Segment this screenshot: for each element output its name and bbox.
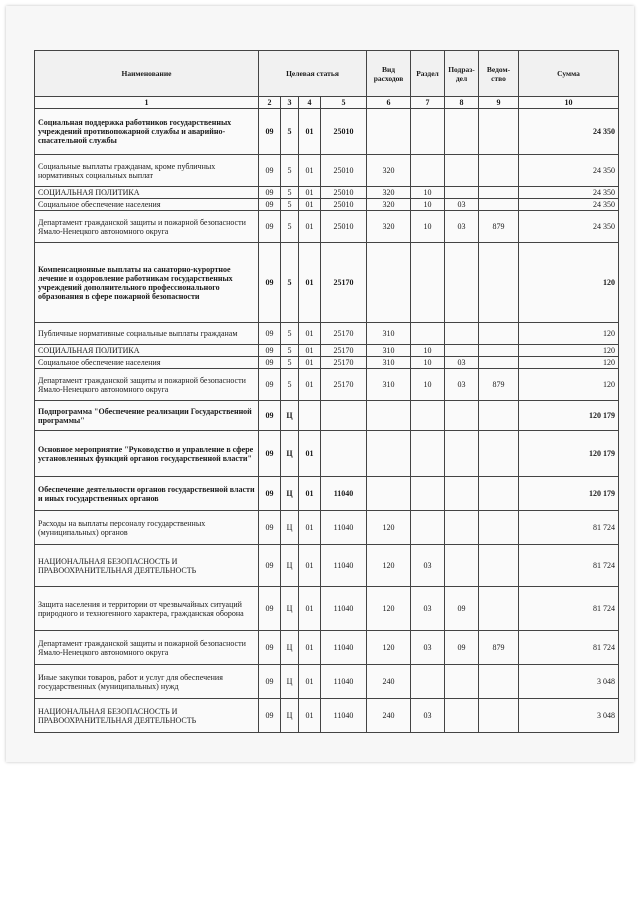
row-name: СОЦИАЛЬНАЯ ПОЛИТИКА bbox=[35, 187, 259, 199]
row-code-c5: 11040 bbox=[321, 587, 367, 631]
row-code-c2: 09 bbox=[259, 631, 281, 665]
row-code-c7 bbox=[411, 511, 445, 545]
row-code-c7 bbox=[411, 109, 445, 155]
row-code-c2: 09 bbox=[259, 431, 281, 477]
row-code-c6 bbox=[367, 431, 411, 477]
row-code-c7: 10 bbox=[411, 369, 445, 401]
row-code-c4: 01 bbox=[299, 431, 321, 477]
row-code-c6: 120 bbox=[367, 545, 411, 587]
row-name: Обеспечение деятельности органов государственной власти и иных государственных органов bbox=[35, 477, 259, 511]
row-code-c3: 5 bbox=[281, 187, 299, 199]
row-code-c3: 5 bbox=[281, 155, 299, 187]
row-code-c7 bbox=[411, 431, 445, 477]
row-code-c9: 879 bbox=[479, 369, 519, 401]
row-code-c4: 01 bbox=[299, 665, 321, 699]
col-number: 4 bbox=[299, 97, 321, 109]
row-name: Компенсационные выплаты на санаторно-курортное лечение и оздоровление работникам государственных учреждений дополнительного профессионального образования в сфере пожарной безопасности bbox=[35, 243, 259, 323]
row-code-c3: 5 bbox=[281, 199, 299, 211]
table-row bbox=[35, 477, 619, 511]
header-name: Наименование bbox=[35, 51, 259, 97]
table-row bbox=[35, 243, 619, 323]
row-name: НАЦИОНАЛЬНАЯ БЕЗОПАСНОСТЬ И ПРАВООХРАНИТЕЛЬНАЯ ДЕЯТЕЛЬНОСТЬ bbox=[35, 545, 259, 587]
row-code-c2: 09 bbox=[259, 109, 281, 155]
table-row bbox=[35, 155, 619, 187]
row-code-c2: 09 bbox=[259, 187, 281, 199]
row-code-c8: 03 bbox=[445, 211, 479, 243]
table-row bbox=[35, 199, 619, 211]
row-code-c4: 01 bbox=[299, 357, 321, 369]
row-code-c7: 03 bbox=[411, 631, 445, 665]
row-code-c4: 01 bbox=[299, 369, 321, 401]
row-name: Департамент гражданской защиты и пожарной безопасности Ямало-Ненецкого автономного округа bbox=[35, 631, 259, 665]
row-code-c5: 11040 bbox=[321, 631, 367, 665]
row-code-c6: 310 bbox=[367, 357, 411, 369]
row-code-c8 bbox=[445, 109, 479, 155]
row-sum: 3 048 bbox=[519, 665, 619, 699]
column-number-row bbox=[35, 97, 619, 109]
table-row bbox=[35, 665, 619, 699]
row-code-c8 bbox=[445, 187, 479, 199]
row-code-c4: 01 bbox=[299, 545, 321, 587]
row-code-c8 bbox=[445, 243, 479, 323]
table-row bbox=[35, 369, 619, 401]
row-code-c2: 09 bbox=[259, 545, 281, 587]
table-row bbox=[35, 511, 619, 545]
row-code-c7 bbox=[411, 401, 445, 431]
row-code-c3: 5 bbox=[281, 109, 299, 155]
row-code-c5: 25170 bbox=[321, 345, 367, 357]
row-code-c6 bbox=[367, 109, 411, 155]
row-code-c6: 310 bbox=[367, 345, 411, 357]
row-sum: 81 724 bbox=[519, 511, 619, 545]
row-code-c4: 01 bbox=[299, 345, 321, 357]
row-sum: 24 350 bbox=[519, 187, 619, 199]
row-sum: 24 350 bbox=[519, 155, 619, 187]
table-header bbox=[35, 51, 619, 109]
table-row bbox=[35, 631, 619, 665]
row-code-c5: 11040 bbox=[321, 699, 367, 733]
budget-table bbox=[34, 50, 619, 733]
row-code-c7 bbox=[411, 665, 445, 699]
row-code-c2: 09 bbox=[259, 243, 281, 323]
row-code-c4: 01 bbox=[299, 511, 321, 545]
row-code-c8 bbox=[445, 699, 479, 733]
row-sum: 120 179 bbox=[519, 401, 619, 431]
row-code-c9 bbox=[479, 357, 519, 369]
row-code-c8: 03 bbox=[445, 199, 479, 211]
col-number: 5 bbox=[321, 97, 367, 109]
row-code-c7: 03 bbox=[411, 545, 445, 587]
row-sum: 81 724 bbox=[519, 587, 619, 631]
row-code-c7 bbox=[411, 477, 445, 511]
row-sum: 120 bbox=[519, 345, 619, 357]
row-code-c7: 10 bbox=[411, 345, 445, 357]
row-code-c3: 5 bbox=[281, 211, 299, 243]
row-code-c9 bbox=[479, 345, 519, 357]
row-code-c2: 09 bbox=[259, 401, 281, 431]
row-code-c7 bbox=[411, 155, 445, 187]
row-name: Социальная поддержка работников государственных учреждений противопожарной службы и аварийно-спасательной службы bbox=[35, 109, 259, 155]
row-code-c5: 11040 bbox=[321, 511, 367, 545]
row-code-c9 bbox=[479, 401, 519, 431]
row-name: Социальное обеспечение населения bbox=[35, 199, 259, 211]
row-name: Иные закупки товаров, работ и услуг для обеспечения государственных (муниципальных) нужд bbox=[35, 665, 259, 699]
row-name: НАЦИОНАЛЬНАЯ БЕЗОПАСНОСТЬ И ПРАВООХРАНИТЕЛЬНАЯ ДЕЯТЕЛЬНОСТЬ bbox=[35, 699, 259, 733]
row-code-c9: 879 bbox=[479, 211, 519, 243]
row-sum: 24 350 bbox=[519, 109, 619, 155]
row-code-c8 bbox=[445, 155, 479, 187]
row-sum: 3 048 bbox=[519, 699, 619, 733]
col-number: 10 bbox=[519, 97, 619, 109]
row-code-c6: 320 bbox=[367, 155, 411, 187]
row-code-c9 bbox=[479, 665, 519, 699]
row-code-c8: 09 bbox=[445, 631, 479, 665]
row-code-c5: 11040 bbox=[321, 477, 367, 511]
row-code-c9 bbox=[479, 511, 519, 545]
row-code-c3: 5 bbox=[281, 323, 299, 345]
row-code-c4 bbox=[299, 401, 321, 431]
row-code-c3: Ц bbox=[281, 477, 299, 511]
table-row bbox=[35, 211, 619, 243]
row-code-c9 bbox=[479, 243, 519, 323]
row-code-c8: 09 bbox=[445, 587, 479, 631]
row-code-c6: 310 bbox=[367, 369, 411, 401]
row-code-c8 bbox=[445, 665, 479, 699]
row-code-c5: 25010 bbox=[321, 109, 367, 155]
row-code-c2: 09 bbox=[259, 665, 281, 699]
row-code-c4: 01 bbox=[299, 199, 321, 211]
row-code-c3: Ц bbox=[281, 511, 299, 545]
row-code-c4: 01 bbox=[299, 587, 321, 631]
row-sum: 24 350 bbox=[519, 211, 619, 243]
row-code-c3: 5 bbox=[281, 243, 299, 323]
row-code-c6: 310 bbox=[367, 323, 411, 345]
row-code-c5: 25170 bbox=[321, 243, 367, 323]
row-code-c9 bbox=[479, 587, 519, 631]
table-row bbox=[35, 187, 619, 199]
row-code-c6 bbox=[367, 401, 411, 431]
col-number: 6 bbox=[367, 97, 411, 109]
row-sum: 24 350 bbox=[519, 199, 619, 211]
row-name: Защита населения и территории от чрезвычайных ситуаций природного и техногенного характера, гражданская оборона bbox=[35, 587, 259, 631]
row-code-c5: 25010 bbox=[321, 211, 367, 243]
row-code-c8 bbox=[445, 431, 479, 477]
col-number: 7 bbox=[411, 97, 445, 109]
row-code-c6: 120 bbox=[367, 511, 411, 545]
row-code-c3: Ц bbox=[281, 631, 299, 665]
row-name: Основное мероприятие "Руководство и управление в сфере установленных функций органов государственной власти" bbox=[35, 431, 259, 477]
row-code-c7: 10 bbox=[411, 187, 445, 199]
row-sum: 120 bbox=[519, 243, 619, 323]
row-code-c3: Ц bbox=[281, 587, 299, 631]
row-sum: 120 bbox=[519, 357, 619, 369]
table-row bbox=[35, 545, 619, 587]
row-sum: 120 179 bbox=[519, 477, 619, 511]
row-code-c6: 320 bbox=[367, 211, 411, 243]
row-code-c4: 01 bbox=[299, 323, 321, 345]
table-row bbox=[35, 323, 619, 345]
table-row bbox=[35, 401, 619, 431]
row-code-c7: 10 bbox=[411, 357, 445, 369]
table-row bbox=[35, 699, 619, 733]
document-page bbox=[6, 6, 634, 762]
row-code-c4: 01 bbox=[299, 211, 321, 243]
row-code-c3: Ц bbox=[281, 665, 299, 699]
row-code-c5: 25010 bbox=[321, 155, 367, 187]
row-code-c9 bbox=[479, 323, 519, 345]
row-code-c7: 03 bbox=[411, 587, 445, 631]
row-code-c9 bbox=[479, 109, 519, 155]
row-code-c2: 09 bbox=[259, 699, 281, 733]
row-sum: 81 724 bbox=[519, 631, 619, 665]
row-code-c2: 09 bbox=[259, 211, 281, 243]
col-number: 2 bbox=[259, 97, 281, 109]
row-code-c6: 240 bbox=[367, 699, 411, 733]
row-code-c4: 01 bbox=[299, 477, 321, 511]
row-code-c8 bbox=[445, 545, 479, 587]
row-sum: 120 bbox=[519, 369, 619, 401]
row-code-c5: 25170 bbox=[321, 369, 367, 401]
row-code-c8 bbox=[445, 323, 479, 345]
row-code-c9 bbox=[479, 187, 519, 199]
row-code-c4: 01 bbox=[299, 155, 321, 187]
row-code-c6 bbox=[367, 477, 411, 511]
row-code-c9 bbox=[479, 431, 519, 477]
row-code-c4: 01 bbox=[299, 699, 321, 733]
row-code-c3: Ц bbox=[281, 431, 299, 477]
row-code-c3: 5 bbox=[281, 369, 299, 401]
row-code-c2: 09 bbox=[259, 369, 281, 401]
row-code-c6 bbox=[367, 243, 411, 323]
col-number: 8 bbox=[445, 97, 479, 109]
row-code-c9: 879 bbox=[479, 631, 519, 665]
row-code-c8: 03 bbox=[445, 357, 479, 369]
row-code-c9 bbox=[479, 477, 519, 511]
row-code-c2: 09 bbox=[259, 477, 281, 511]
col-number: 3 bbox=[281, 97, 299, 109]
row-code-c7 bbox=[411, 243, 445, 323]
row-code-c5: 25010 bbox=[321, 187, 367, 199]
row-code-c8 bbox=[445, 345, 479, 357]
header-summa: Сумма bbox=[519, 51, 619, 97]
row-code-c6: 240 bbox=[367, 665, 411, 699]
row-code-c2: 09 bbox=[259, 587, 281, 631]
row-code-c5 bbox=[321, 431, 367, 477]
row-name: Департамент гражданской защиты и пожарной безопасности Ямало-Ненецкого автономного округа bbox=[35, 369, 259, 401]
col-number: 1 bbox=[35, 97, 259, 109]
header-razdel: Раздел bbox=[411, 51, 445, 97]
row-code-c8 bbox=[445, 477, 479, 511]
table-row bbox=[35, 587, 619, 631]
header-target: Целевая статья bbox=[259, 51, 367, 97]
row-name: Департамент гражданской защиты и пожарной безопасности Ямало-Ненецкого автономного округа bbox=[35, 211, 259, 243]
row-code-c9 bbox=[479, 545, 519, 587]
row-code-c3: 5 bbox=[281, 357, 299, 369]
row-code-c8: 03 bbox=[445, 369, 479, 401]
row-code-c3: Ц bbox=[281, 545, 299, 587]
row-code-c4: 01 bbox=[299, 109, 321, 155]
row-name: СОЦИАЛЬНАЯ ПОЛИТИКА bbox=[35, 345, 259, 357]
row-code-c5: 11040 bbox=[321, 545, 367, 587]
row-code-c5: 25170 bbox=[321, 357, 367, 369]
row-code-c6: 120 bbox=[367, 587, 411, 631]
row-code-c9 bbox=[479, 699, 519, 733]
row-code-c8 bbox=[445, 511, 479, 545]
table-row bbox=[35, 345, 619, 357]
row-code-c2: 09 bbox=[259, 199, 281, 211]
row-name: Социальное обеспечение населения bbox=[35, 357, 259, 369]
row-code-c2: 09 bbox=[259, 155, 281, 187]
row-name: Подпрограмма "Обеспечение реализации Государственной программы" bbox=[35, 401, 259, 431]
row-code-c4: 01 bbox=[299, 187, 321, 199]
col-number: 9 bbox=[479, 97, 519, 109]
row-code-c6: 320 bbox=[367, 199, 411, 211]
row-name: Социальные выплаты гражданам, кроме публичных нормативных социальных выплат bbox=[35, 155, 259, 187]
row-code-c4: 01 bbox=[299, 243, 321, 323]
row-code-c7: 03 bbox=[411, 699, 445, 733]
row-code-c5: 11040 bbox=[321, 665, 367, 699]
row-code-c2: 09 bbox=[259, 511, 281, 545]
row-code-c5 bbox=[321, 401, 367, 431]
row-code-c6: 120 bbox=[367, 631, 411, 665]
row-code-c9 bbox=[479, 199, 519, 211]
table-row bbox=[35, 357, 619, 369]
row-sum: 81 724 bbox=[519, 545, 619, 587]
header-vid: Вид расходов bbox=[367, 51, 411, 97]
row-code-c4: 01 bbox=[299, 631, 321, 665]
row-code-c2: 09 bbox=[259, 357, 281, 369]
row-code-c5: 25010 bbox=[321, 199, 367, 211]
row-code-c6: 320 bbox=[367, 187, 411, 199]
table-row bbox=[35, 109, 619, 155]
row-code-c8 bbox=[445, 401, 479, 431]
row-code-c2: 09 bbox=[259, 345, 281, 357]
row-code-c9 bbox=[479, 155, 519, 187]
header-podrazdel: Подраз-дел bbox=[445, 51, 479, 97]
table-body bbox=[35, 109, 619, 733]
row-name: Публичные нормативные социальные выплаты гражданам bbox=[35, 323, 259, 345]
row-code-c5: 25170 bbox=[321, 323, 367, 345]
row-code-c7: 10 bbox=[411, 199, 445, 211]
row-sum: 120 bbox=[519, 323, 619, 345]
row-code-c2: 09 bbox=[259, 323, 281, 345]
header-vedomstvo: Ведом-ство bbox=[479, 51, 519, 97]
row-code-c7: 10 bbox=[411, 211, 445, 243]
row-name: Расходы на выплаты персоналу государственных (муниципальных) органов bbox=[35, 511, 259, 545]
table-row bbox=[35, 431, 619, 477]
row-code-c3: Ц bbox=[281, 699, 299, 733]
row-sum: 120 179 bbox=[519, 431, 619, 477]
row-code-c3: 5 bbox=[281, 345, 299, 357]
row-code-c3: Ц bbox=[281, 401, 299, 431]
row-code-c7 bbox=[411, 323, 445, 345]
